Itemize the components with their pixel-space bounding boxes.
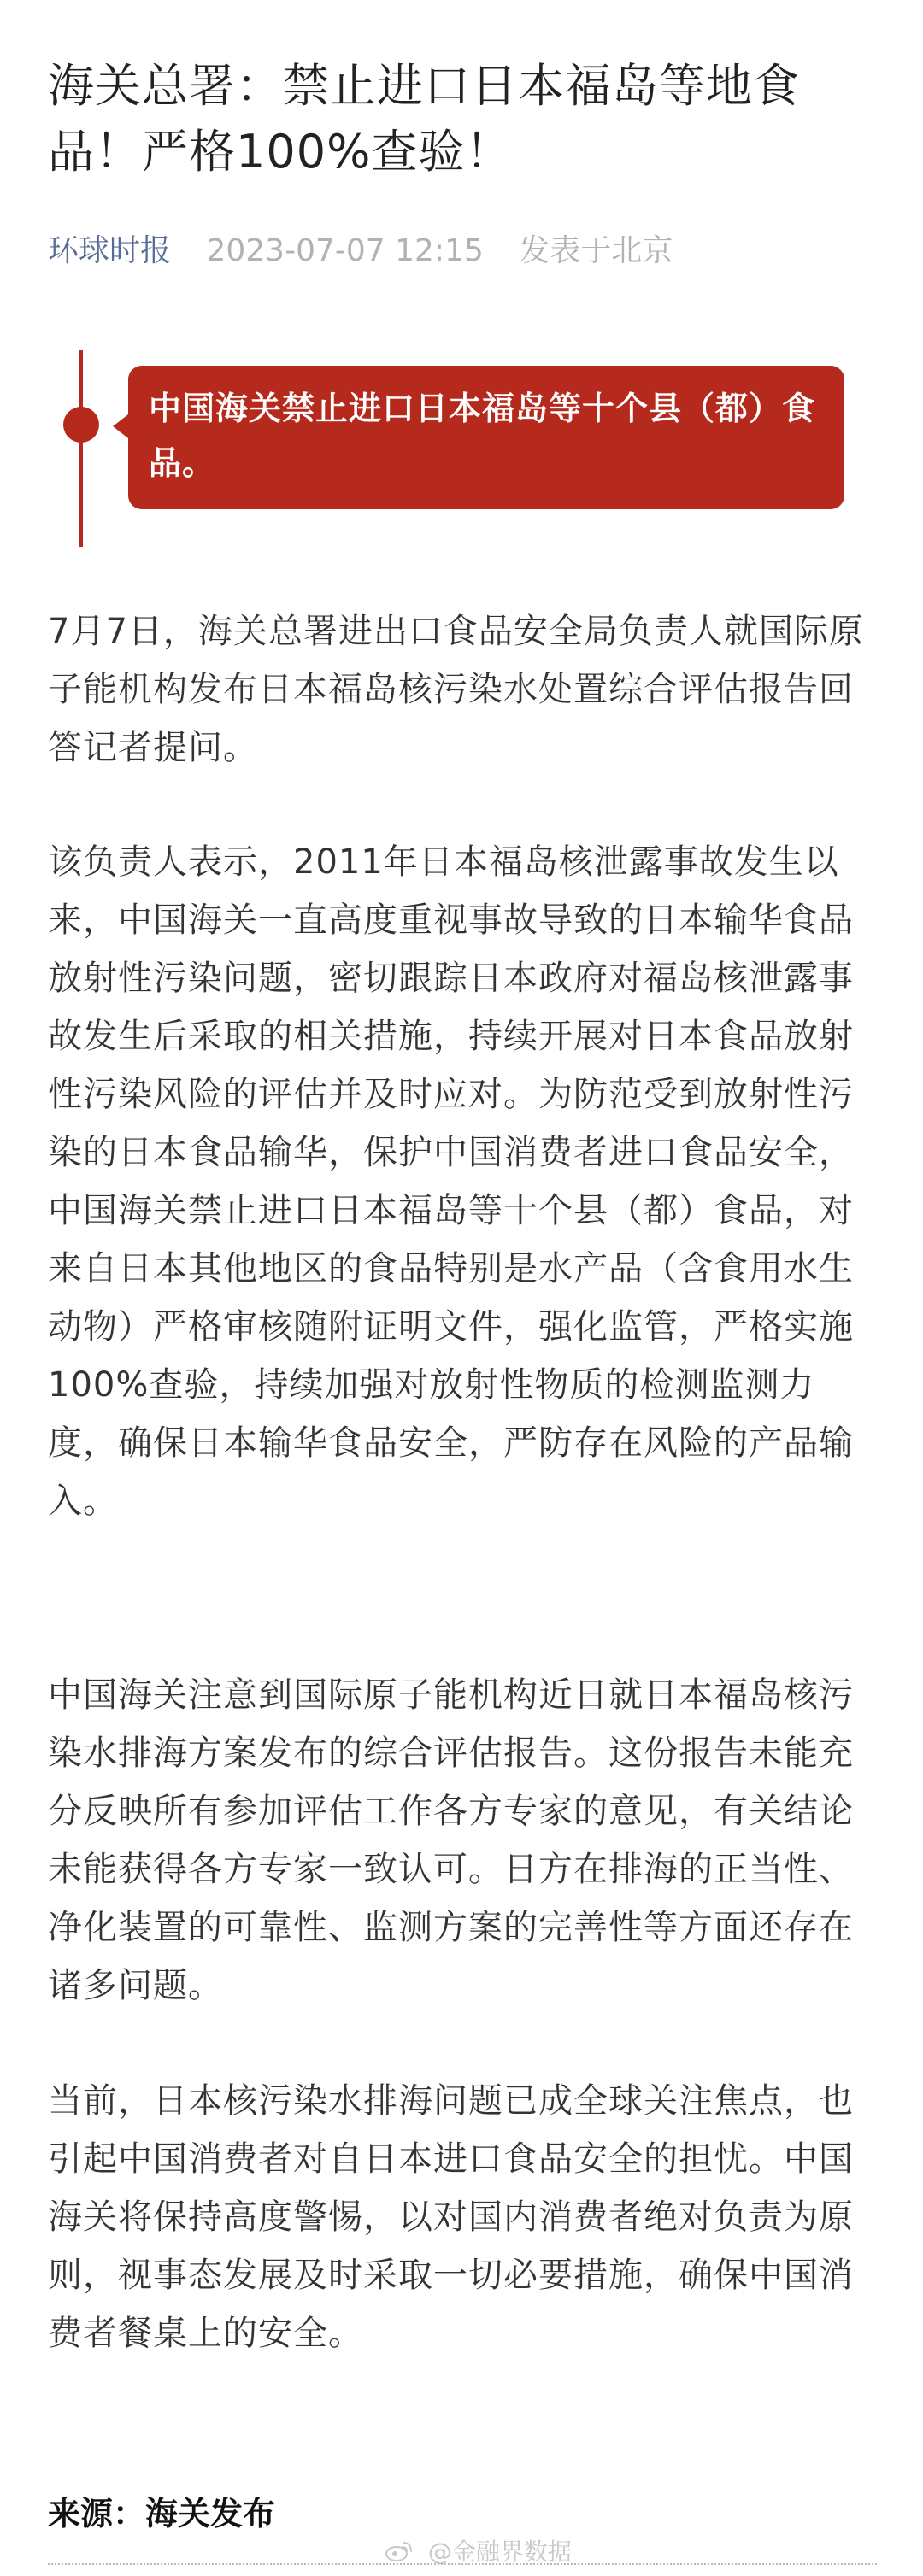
paragraph-2: 该负责人表示，2011年日本福岛核泄露事故发生以来，中国海关一直高度重视事故导致的日本输华食品放射性污染问题，密切跟踪日本政府对福岛核泄露事故发生后采取的相关措施，持续开展对日本食品放射性污染风险的评估并及时应对。为防范受到放射性污染的日本食品输华，保护中国消费者进口食品安全，中国海关禁止进口日本福岛等十个县（都）食品，对来自日本其他地区的食品特别是水产品（含食用水生动物）严格审核随附证明文件，强化监管，严格实施100%查验，持续加强对放射性物质的检测监测力度，确保日本输华食品安全，严防存在风险的产品输入。 [48,842,854,1521]
highlight-callout [48,350,877,547]
paragraph-1: 7月7日，海关总署进出口食品安全局负责人就国际原子能机构发布日本福岛核污染水处置综合评估报告回答记者提问。 [48,612,864,767]
bottom-divider [48,2563,877,2565]
timeline-line [79,350,83,547]
watermark-text: @金融界数据 [427,2538,572,2566]
timeline-dot [63,407,99,443]
paragraph-4: 当前，日本核污染水排海问题已成全球关注焦点，也引起中国消费者对自日本进口食品安全的担忧。中国海关将保持高度警惕，以对国内消费者绝对负责为原则，视事态发展及时采取一切必要措施，确保中国消费者餐桌上的安全。 [48,2081,854,2353]
publish-time: 2023-07-07 12:15 [206,233,484,268]
paragraph-3: 中国海关注意到国际原子能机构近日就日本福岛核污染水排海方案发布的综合评估报告。这份报告未能充分反映所有参加评估工作各方专家的意见，有关结论未能获得各方专家一致认可。日方在排海的正当性、净化装置的可靠性、监测方案的完善性等方面还存在诸多问题。 [48,1675,854,2005]
source-attribution: 来源：海关发布 [48,2495,276,2532]
highlight-text: 中国海关禁止进口日本福岛等十个县（都）食品。 [128,366,844,509]
weibo-watermark [383,2536,572,2567]
source-link[interactable]: 环球时报 [48,233,172,268]
article-meta [48,231,673,272]
article-title: 海关总署：禁止进口日本福岛等地食品！严格100%查验！ [48,59,800,179]
callout-pointer [113,414,128,438]
publish-location: 发表于北京 [519,233,673,268]
